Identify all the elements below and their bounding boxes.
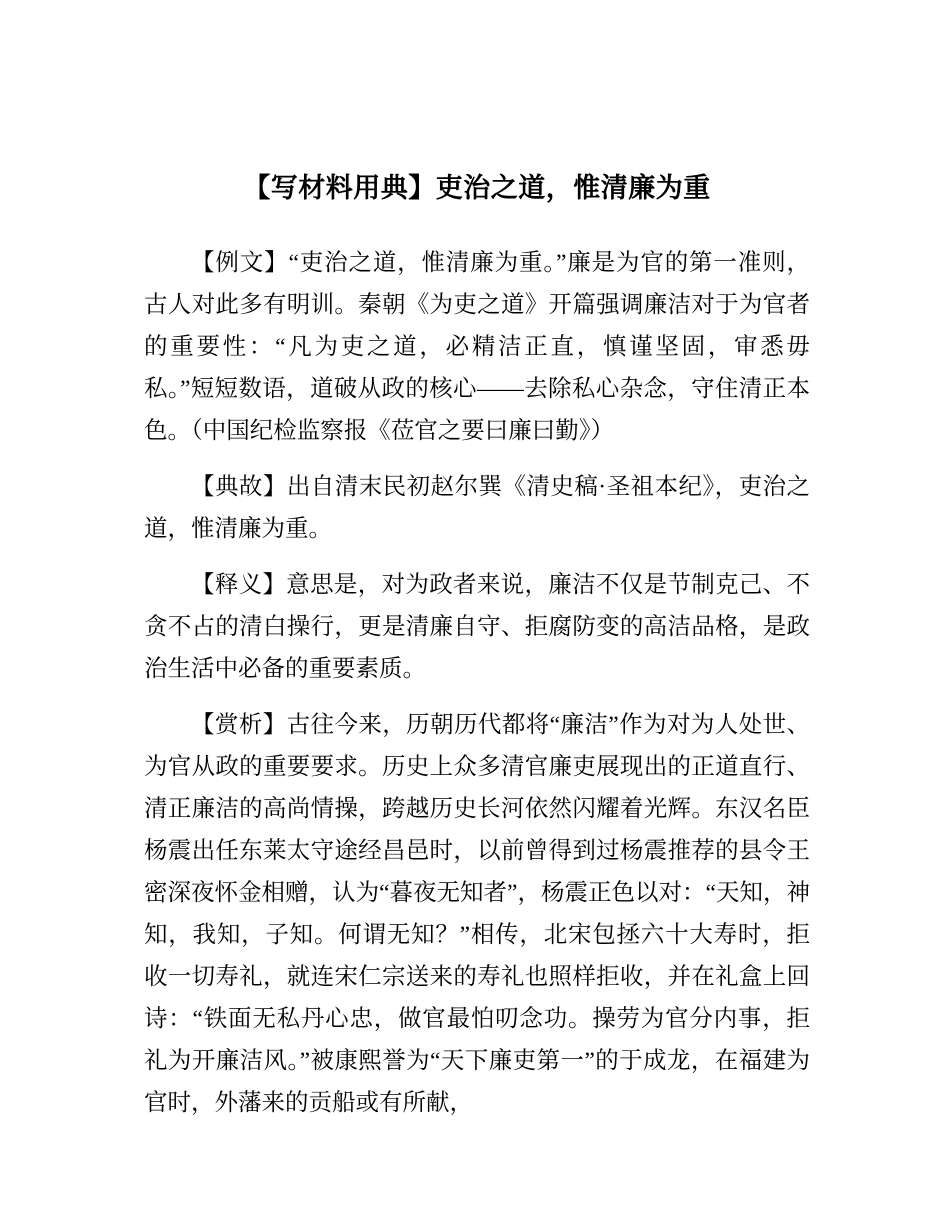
paragraph-label: 【例文】 — [191, 249, 289, 276]
paragraph-label: 【释义】 — [191, 571, 287, 598]
paragraph-text: 意思是，对为政者来说，廉洁不仅是节制克己、不贪不占的清白操行，更是清廉自守、拒腐防变的高洁品格，是政治生活中必备的重要素质。 — [144, 571, 811, 682]
paragraph-shiyi — [144, 564, 810, 690]
paragraph-text: “吏治之道，惟清廉为重。”廉是为官的第一准则，古人对此多有明训。秦朝《为吏之道》开篇强调廉洁对于为官者的重要性：“凡为吏之道，必精洁正直，慎谨坚固，审悉毋私。”短短数语，道破从政的核心——去除私心杂念，守住清正本色。（中国纪检监察报《莅官之要曰廉曰勤》） — [144, 249, 810, 444]
paragraph-liwen — [144, 242, 810, 452]
paragraph-shangxi — [144, 704, 810, 1124]
document-title: 【写材料用典】吏治之道，惟清廉为重 — [243, 173, 711, 203]
paragraph-label: 【典故】 — [191, 473, 287, 500]
paragraph-text: 古往今来，历朝历代都将“廉洁”作为对为人处世、为官从政的重要要求。历史上众多清官廉吏展现出的正道直行、清正廉洁的高尚情操，跨越历史长河依然闪耀着光辉。东汉名臣杨震出任东莱太守途经昌邑时，以前曾得到过杨震推荐的县令王密深夜怀金相赠，认为“暮夜无知者”，杨震正色以对：“天知，神知，我知，子知。何谓无知？”相传，北宋包拯六十大寿时，拒收一切寿礼，就连宋仁宗送来的寿礼也照样拒收，并在礼盒上回诗：“铁面无私丹心忠，做官最怕叨念功。操劳为官分内事，拒礼为开廉洁风。”被康熙誉为“天下廉吏第一”的于成龙，在福建为官时，外藩来的贡船或有所献， — [144, 711, 810, 1116]
paragraph-text: 出自清末民初赵尔巽《清史稿·圣祖本纪》，吏治之道，惟清廉为重。 — [144, 473, 811, 542]
paragraph-diangu — [144, 466, 810, 550]
paragraph-label: 【赏析】 — [191, 711, 287, 738]
